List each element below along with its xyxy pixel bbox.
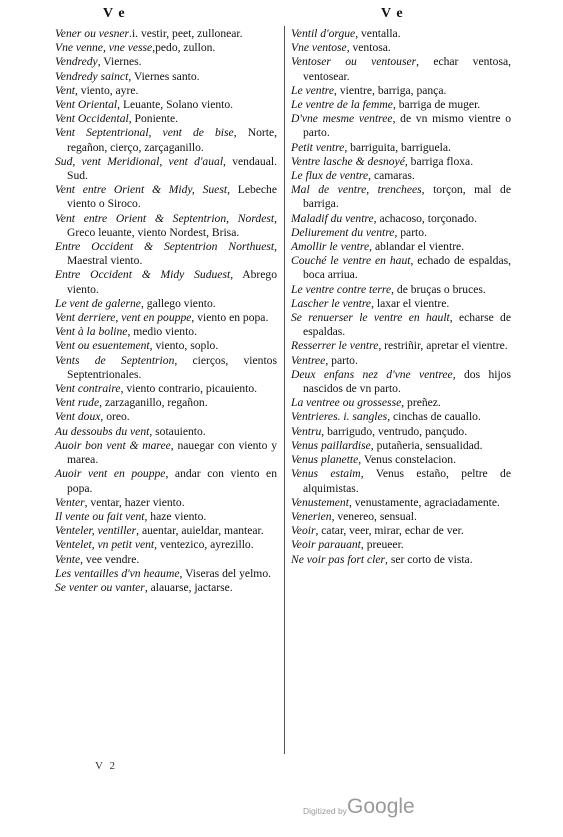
entry-definition: , Venus constelacion. <box>358 453 456 467</box>
dictionary-entry <box>291 453 511 467</box>
dictionary-entry <box>55 325 277 339</box>
entry-headword: D'vne mesme ventree <box>291 112 393 126</box>
entry-definition: , vee vendre. <box>80 552 140 566</box>
dictionary-entry <box>291 283 511 297</box>
column-divider <box>284 26 285 754</box>
dictionary-entry <box>291 41 511 55</box>
left-column-header: V e <box>103 6 126 21</box>
dictionary-entry <box>55 339 277 353</box>
dictionary-entry <box>55 311 277 325</box>
entry-definition: , echado de espaldas, boca arriua. <box>303 254 512 282</box>
dictionary-entry <box>55 41 277 55</box>
dictionary-entry <box>291 368 511 396</box>
dictionary-entry <box>291 226 511 240</box>
dictionary-entry <box>291 55 511 83</box>
entry-headword: Vent contraire <box>55 382 121 396</box>
entry-headword: Petit ventre <box>291 140 345 154</box>
dictionary-entry <box>55 496 277 510</box>
dictionary-entry <box>291 84 511 98</box>
entry-headword: Ventrieres. i. sangles <box>291 410 388 424</box>
dictionary-entry <box>291 553 511 567</box>
entry-definition: , Venus estaño, peltre de alquimistas. <box>303 467 511 495</box>
entry-headword: Se renuerser le ventre en hault <box>291 311 450 325</box>
dictionary-entry <box>55 425 277 439</box>
entry-definition: , de vn mismo vientre o parto. <box>303 112 511 140</box>
dictionary-entry <box>55 581 277 595</box>
entry-definition: .i. vestir, peet, zullonear. <box>129 27 243 40</box>
entry-definition: , parto. <box>325 353 358 367</box>
entry-definition: , barrigudo, ventrudo, pançudo. <box>321 424 468 438</box>
entry-headword: Venter <box>55 495 85 509</box>
dictionary-entry <box>291 297 511 311</box>
entry-headword: Le flux de ventre <box>291 169 369 183</box>
entry-definition: , vientre, barriga, pança. <box>334 83 447 97</box>
dictionary-entry <box>291 354 511 368</box>
dictionary-entry <box>55 510 277 524</box>
entry-definition: , catar, veer, mirar, echar de ver. <box>315 524 464 538</box>
entry-definition: , andar con viento en popa. <box>67 467 277 495</box>
entry-headword: Auoir vent en pouppe <box>55 467 166 481</box>
dictionary-entry <box>55 98 277 112</box>
entry-headword: Couché le ventre en haut <box>291 254 411 268</box>
entry-definition: , viento contrario, picauiento. <box>120 382 258 396</box>
entry-definition: , Viseras del yelmo. <box>179 566 272 580</box>
entry-definition: , alauarse, jactarse. <box>144 580 233 594</box>
entry-definition: , viento en popa. <box>191 311 269 325</box>
signature-mark: V 2 <box>95 760 117 772</box>
entry-headword: Vent rude <box>55 396 100 410</box>
entry-headword: Vener ou vesner <box>55 27 130 40</box>
entry-definition: , torçon, mal de barriga. <box>303 183 511 211</box>
entry-headword: Le ventre de la femme <box>291 98 393 112</box>
dictionary-entry <box>55 183 277 211</box>
entry-headword: Veoir <box>291 524 316 538</box>
dictionary-entry <box>291 212 511 226</box>
entry-headword: Vne venne, vne vesse <box>55 41 153 55</box>
dictionary-entry <box>291 524 511 538</box>
entry-headword: Vne ventose <box>291 41 347 55</box>
entry-definition: , laxar el vientre. <box>371 296 450 310</box>
entry-headword: Ventru <box>291 424 322 438</box>
entry-headword: Vent doux <box>55 410 101 424</box>
entry-definition: , gallego viento. <box>140 296 216 310</box>
entry-headword: Vent ou esuentement <box>55 339 150 353</box>
entry-definition: , Viernes. <box>97 55 142 69</box>
entry-definition: , Norte, regañon, cierço, zarçaganillo. <box>67 126 277 154</box>
dictionary-entry <box>291 183 511 211</box>
entry-headword: Amollir le ventre <box>291 240 370 254</box>
entry-headword: Le ventre contre terre <box>291 282 392 296</box>
entry-definition: , venustamente, agraciadamente. <box>348 495 500 509</box>
entry-definition: , Poniente. <box>128 112 179 126</box>
entry-headword: Vent à la boline <box>55 325 128 339</box>
entry-definition: , camaras. <box>368 169 415 183</box>
dictionary-entry <box>55 467 277 495</box>
entry-definition: , viento, ayre. <box>74 83 139 97</box>
entry-headword: Deux enfans nez d'vne ventree <box>291 367 453 381</box>
entry-definition: ,pedo, zullon. <box>152 41 216 55</box>
entry-definition: , nauegar con viento y marea. <box>67 438 277 467</box>
entry-headword: Ventoser ou ventouser <box>291 55 417 69</box>
entry-headword: Deliurement du ventre <box>291 225 395 239</box>
dictionary-entry <box>291 339 511 353</box>
entry-headword: Ventre lasche & desnoyé <box>291 154 405 168</box>
entry-definition: , parto. <box>394 225 427 239</box>
entry-headword: Resserrer le ventre <box>291 339 379 353</box>
entry-headword: Vent entre Orient & Septentrion, Nordest <box>55 211 275 225</box>
entry-headword: Venerien <box>291 509 332 523</box>
entry-headword: Les ventailles d'vn heaume <box>55 566 180 580</box>
dictionary-entry <box>55 126 277 154</box>
entry-headword: Venustement <box>291 495 349 509</box>
dictionary-entry <box>55 55 277 69</box>
entry-definition: , ser corto de vista. <box>385 552 473 566</box>
entry-definition: , barriga floxa. <box>404 154 474 168</box>
entry-definition: , echarse de espaldas. <box>303 311 511 339</box>
dictionary-entry <box>291 510 511 524</box>
entry-headword: Vent Occidental <box>55 112 129 126</box>
dictionary-entry <box>291 112 511 140</box>
dictionary-entry <box>55 268 277 296</box>
dictionary-entry <box>291 396 511 410</box>
entry-definition: , auentar, auieldar, mantear. <box>136 524 264 538</box>
entry-headword: Mal de ventre, trenchees <box>291 183 422 197</box>
entry-definition: , vendaual. Sud. <box>67 154 277 183</box>
google-logo: Google <box>347 795 415 818</box>
entry-definition: , putañeria, sensualidad. <box>370 438 483 452</box>
entry-headword: Sud, vent Meridional, vent d'aual <box>55 154 224 168</box>
entry-headword: Entre Occident & Septentrion Northuest <box>55 240 275 254</box>
dictionary-entry <box>55 439 277 467</box>
entry-headword: Vent Septentrional, vent de bise <box>55 126 234 140</box>
entry-definition: , ventosa. <box>346 41 391 55</box>
watermark-prefix: Digitized by <box>303 806 347 816</box>
entry-headword: Vendredy <box>55 55 98 69</box>
entry-headword: Venteler, ventiller <box>55 524 137 538</box>
dictionary-entry <box>55 27 277 41</box>
entry-headword: Vent entre Orient & Midy, Suest <box>55 183 228 197</box>
dictionary-entry <box>55 567 277 581</box>
entry-definition: , medio viento. <box>127 325 198 339</box>
dictionary-entry <box>55 297 277 311</box>
entry-definition: , de bruças o bruces. <box>391 282 486 296</box>
left-column <box>55 27 277 595</box>
dictionary-entry <box>291 169 511 183</box>
entry-headword: Auoir bon vent & maree <box>55 438 171 452</box>
entry-headword: Venus estaim <box>291 467 361 481</box>
entry-definition: , barriguita, barriguela. <box>344 140 451 154</box>
entry-definition: , preueer. <box>360 538 404 552</box>
entry-headword: Maladif du ventre <box>291 211 374 225</box>
dictionary-entry <box>55 538 277 552</box>
dictionary-entry <box>55 84 277 98</box>
entry-definition: , cinchas de cauallo. <box>387 410 481 424</box>
entry-definition: , oreo. <box>100 410 130 424</box>
entry-definition: , dos hijos nascidos de vn parto. <box>303 367 511 396</box>
entry-headword: Vents de Septentrion <box>55 353 175 367</box>
entry-headword: Au dessoubs du vent <box>55 424 150 438</box>
right-column <box>291 27 511 567</box>
dictionary-entry <box>291 439 511 453</box>
dictionary-entry <box>55 410 277 424</box>
dictionary-entry <box>55 396 277 410</box>
google-watermark <box>303 795 483 821</box>
dictionary-entry <box>55 112 277 126</box>
entry-headword: Entre Occident & Midy Suduest <box>55 268 231 282</box>
dictionary-entry <box>291 467 511 495</box>
entry-headword: Vent Oriental <box>55 98 118 112</box>
entry-headword: La ventree ou grossesse <box>291 396 402 410</box>
entry-definition: , venereo, sensual. <box>331 509 417 523</box>
entry-definition: , barriga de muger. <box>392 98 481 112</box>
entry-headword: Se venter ou vanter <box>55 580 145 594</box>
entry-headword: Vent <box>55 83 75 97</box>
entry-definition: , Viernes santo. <box>128 69 200 83</box>
dictionary-entry <box>55 240 277 268</box>
entry-definition: , viento, soplo. <box>149 339 219 353</box>
dictionary-entry <box>291 311 511 339</box>
entry-headword: Venus planette <box>291 453 359 467</box>
dictionary-entry <box>291 425 511 439</box>
entry-definition: , echar ventosa, ventosear. <box>303 55 511 83</box>
dictionary-entry <box>291 141 511 155</box>
entry-headword: Le vent de galerne <box>55 296 141 310</box>
dictionary-entry <box>55 382 277 396</box>
entry-headword: Vendredy sainct <box>55 69 129 83</box>
entry-definition: , Leuante, Solano viento. <box>117 98 234 112</box>
entry-definition: , Abrego viento. <box>67 268 277 296</box>
entry-headword: Ventil d'orgue <box>291 27 356 40</box>
entry-headword: Vent derriere, vent en pouppe <box>55 311 192 325</box>
entry-headword: Le ventre <box>291 83 335 97</box>
entry-headword: Ventree <box>291 353 326 367</box>
dictionary-entry <box>291 155 511 169</box>
dictionary-entry <box>55 354 277 382</box>
entry-headword: Vente <box>55 552 81 566</box>
entry-definition: , preñez. <box>401 396 441 410</box>
entry-definition: , ventezico, ayrezillo. <box>154 538 254 552</box>
dictionary-entry <box>55 524 277 538</box>
dictionary-entry <box>55 155 277 183</box>
dictionary-entry <box>291 27 511 41</box>
entry-definition: , Greco leuante, viento Nordest, Brisa. <box>67 211 277 239</box>
entry-definition: , cierços, vientos Septentrionales. <box>67 353 277 381</box>
entry-definition: , ventar, hazer viento. <box>84 495 185 509</box>
entry-definition: , Maestral viento. <box>67 240 277 268</box>
entry-definition: , haze viento. <box>144 509 207 523</box>
entry-definition: , ablandar el vientre. <box>369 240 465 254</box>
entry-definition: , Lebeche viento o Siroco. <box>67 183 277 211</box>
entry-headword: Il vente ou fait vent <box>55 509 145 523</box>
dictionary-entry <box>291 496 511 510</box>
entry-definition: , restriñir, apretar el vientre. <box>378 339 508 353</box>
entry-headword: Venus paillardise <box>291 438 371 452</box>
entry-headword: Veoir parauant <box>291 538 361 552</box>
entry-definition: , ventalla. <box>355 27 401 40</box>
dictionary-entry <box>55 212 277 240</box>
entry-definition: , achacoso, torçonado. <box>373 211 477 225</box>
dictionary-entry <box>291 98 511 112</box>
dictionary-entry <box>291 410 511 424</box>
entry-headword: Ventelet, vn petit vent <box>55 538 155 552</box>
entry-headword: Ne voir pas fort cler <box>291 552 386 566</box>
entry-definition: , zarzaganillo, regañon. <box>99 396 208 410</box>
entry-definition: , sotauiento. <box>149 424 206 438</box>
dictionary-entry <box>291 254 511 282</box>
dictionary-entry <box>55 70 277 84</box>
entry-headword: Lascher le ventre <box>291 296 372 310</box>
dictionary-entry <box>291 538 511 552</box>
dictionary-entry <box>291 240 511 254</box>
dictionary-entry <box>55 553 277 567</box>
right-column-header: V e <box>381 6 404 21</box>
